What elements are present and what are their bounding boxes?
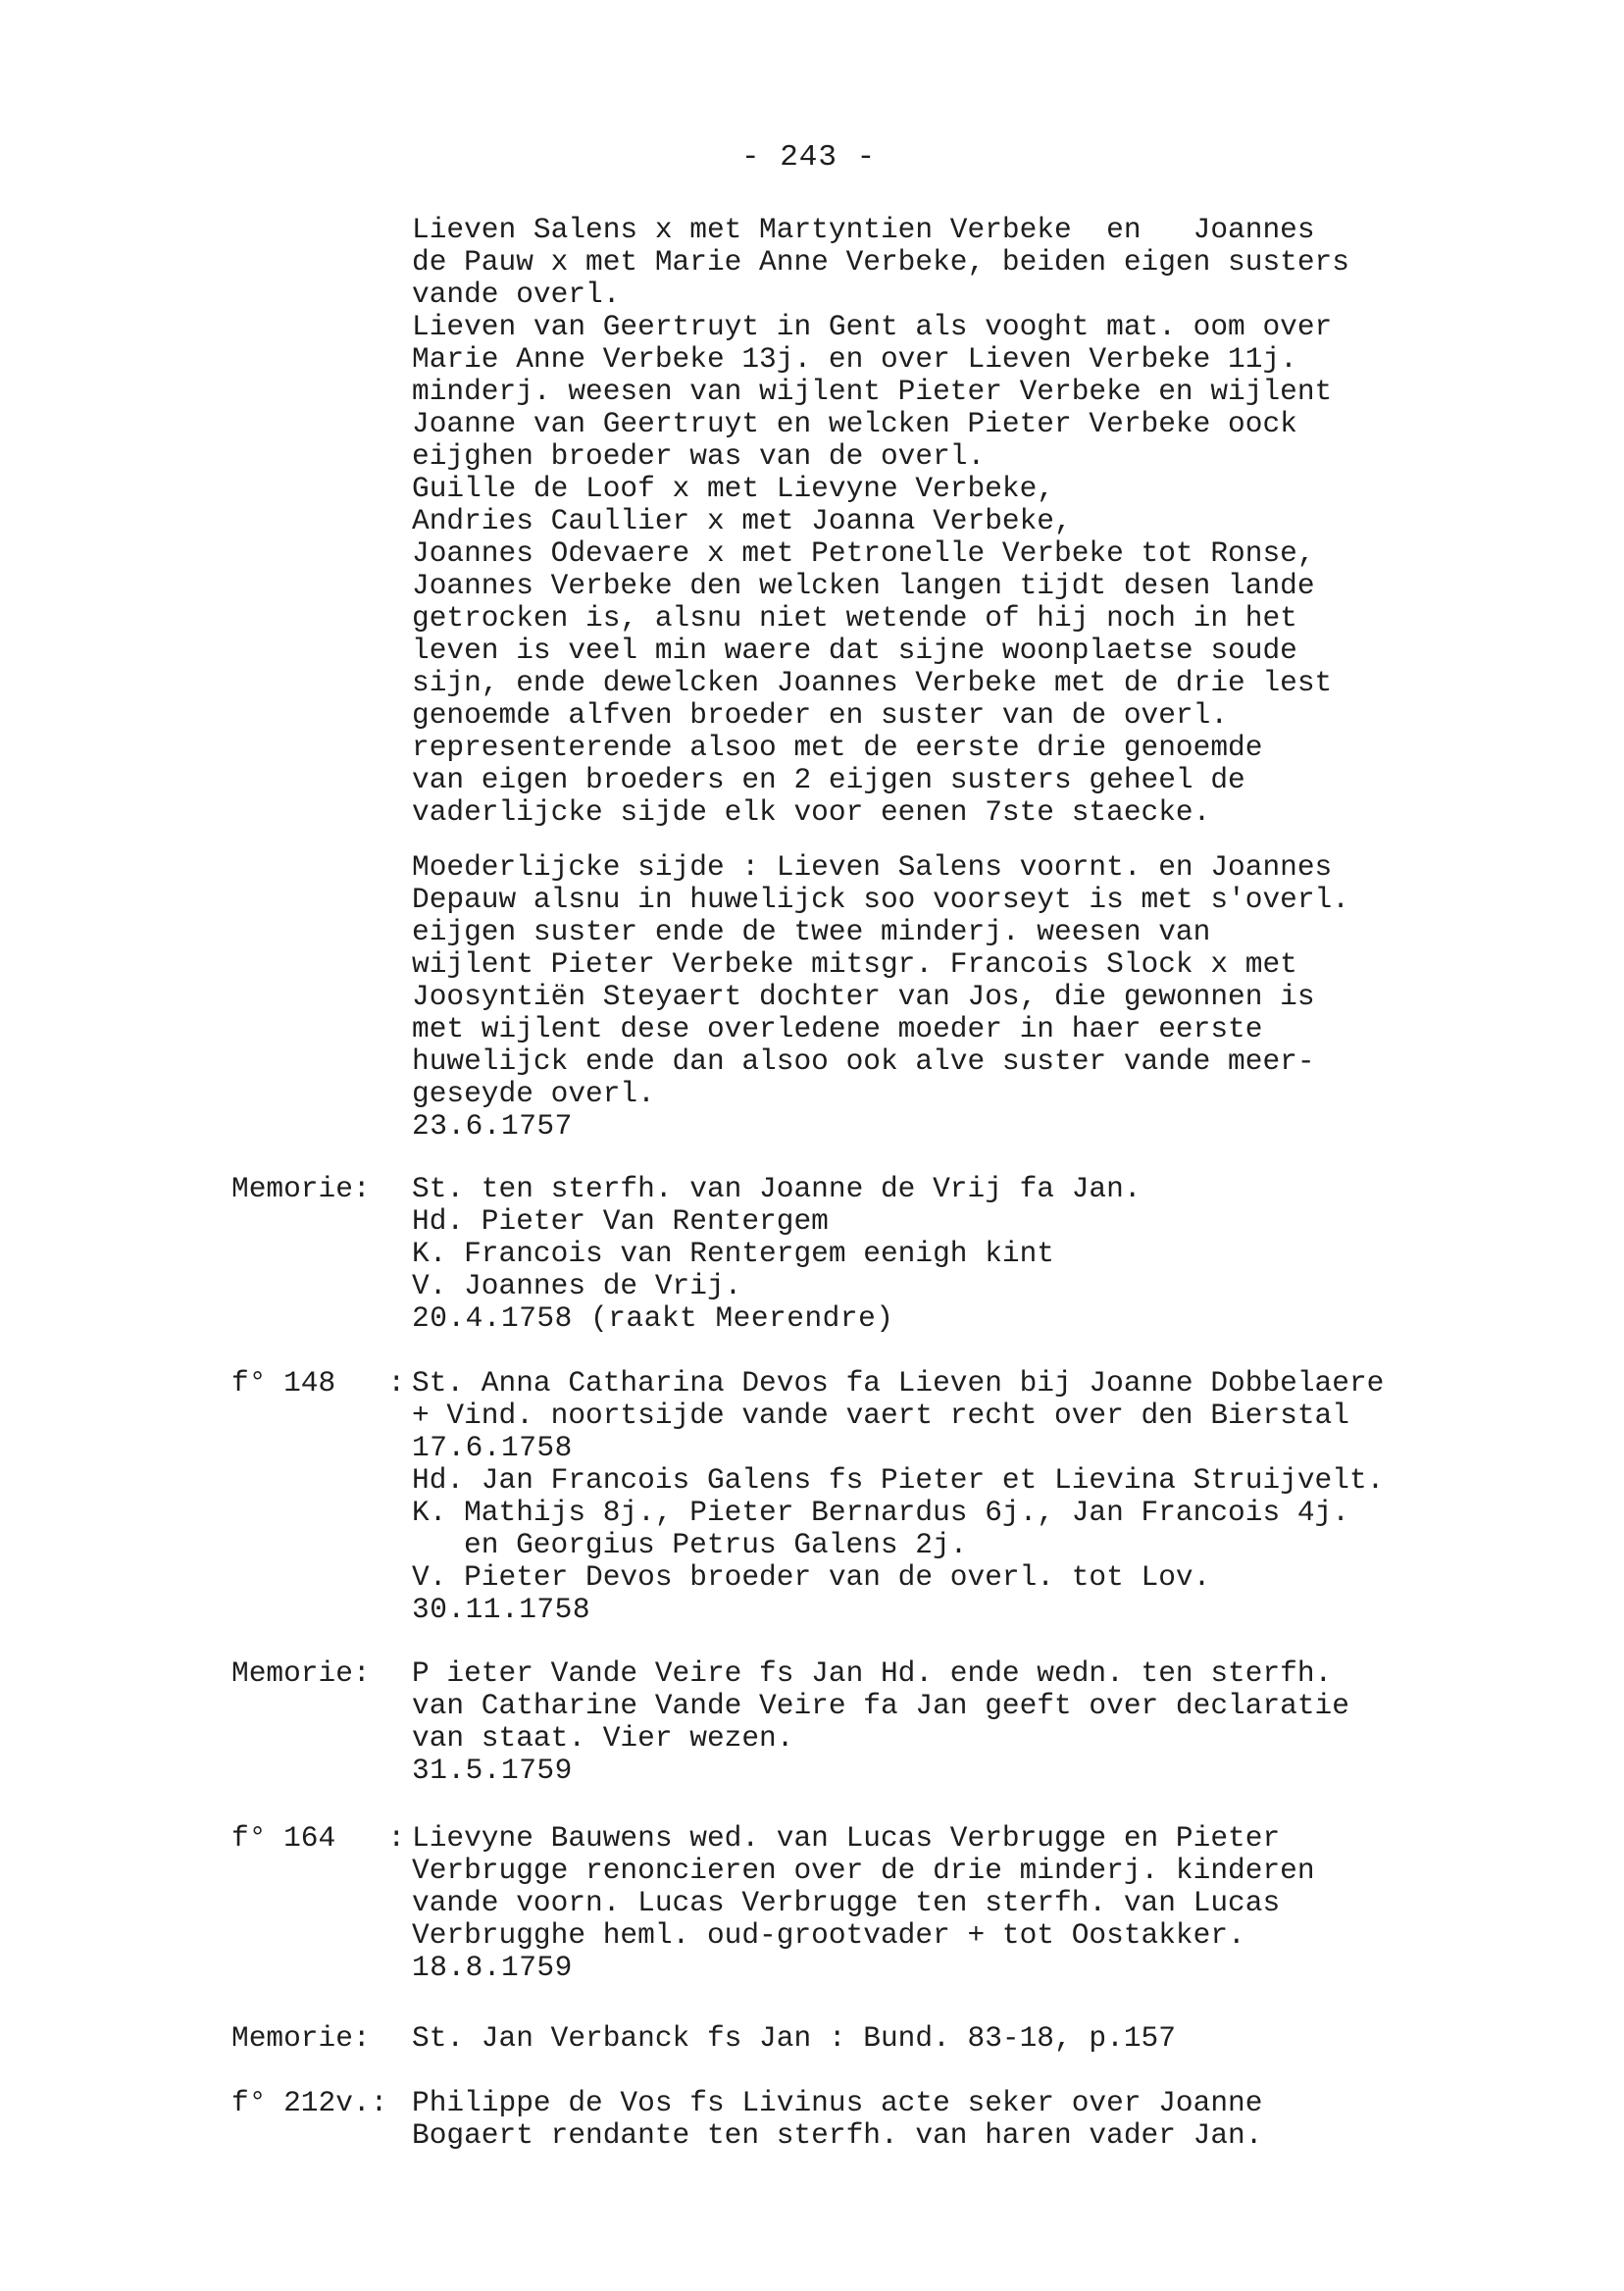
text-line: getrocken is, alsnu niet wetende of hij noch in het <box>412 601 1297 635</box>
text-line: K. Francois van Rentergem eenigh kint <box>412 1237 1055 1270</box>
entry-label: Memorie: <box>231 2021 371 2055</box>
text-line: P ieter Vande Veire fs Jan Hd. ende wedn. ten sterfh. <box>412 1656 1333 1690</box>
text-line: Philippe de Vos fs Livinus acte seker over Joanne <box>412 2086 1263 2119</box>
text-line: minderj. weesen van wijlent Pieter Verbeke en wijlent <box>412 375 1333 408</box>
text-line: Hd. Pieter Van Rentergem <box>412 1204 829 1238</box>
text-line: wijlent Pieter Verbeke mitsgr. Francois Slock x met <box>412 947 1297 981</box>
entry-date: 20.4.1758 (raakt Meerendre) <box>412 1301 894 1335</box>
text-line: Joanne van Geertruyt en welcken Pieter Verbeke oock <box>412 407 1297 440</box>
text-line: eijghen broeder was van de overl. <box>412 439 986 473</box>
text-line: vande overl. <box>412 278 621 311</box>
text-line: St. Jan Verbanck fs Jan : Bund. 83-18, p.157 <box>412 2021 1176 2055</box>
text-line: de Pauw x met Marie Anne Verbeke, beiden eigen susters <box>412 245 1349 279</box>
text-line: Joannes Odevaere x met Petronelle Verbeke tot Ronse, <box>412 536 1315 570</box>
text-line: eijgen suster ende de twee minderj. weesen van <box>412 915 1211 948</box>
text-line: Verbrugghe heml. oud-grootvader + tot Oostakker. <box>412 1918 1245 1952</box>
entry-lines <box>412 1657 1349 1787</box>
text-line: V. Pieter Devos broeder van de overl. tot Lov. <box>412 1560 1211 1594</box>
text-line: St. Anna Catharina Devos fa Lieven bij Joanne Dobbelaere <box>412 1366 1385 1400</box>
text-line: Bogaert rendante ten sterfh. van haren vader Jan. <box>412 2118 1263 2152</box>
text-line: genoemde alfven broeder en suster van de overl. <box>412 698 1229 732</box>
entry-label: f° 148 : <box>231 1366 406 1400</box>
text-line: Andries Caullier x met Joanna Verbeke, <box>412 504 1072 537</box>
entry-date: 30.11.1758 <box>412 1593 591 1626</box>
text-line: vande voorn. Lucas Verbrugge ten sterfh. van Lucas <box>412 1886 1281 1919</box>
entry-lines <box>412 1822 1315 1984</box>
entry-label: Memorie: <box>231 1656 371 1690</box>
text-line: Joosyntiën Steyaert dochter van Jos, die gewonnen is <box>412 980 1315 1013</box>
text-line: van eigen broeders en 2 eijgen susters geheel de <box>412 763 1245 796</box>
entry-date: 31.5.1759 <box>412 1754 573 1787</box>
text-line: Moederlijcke sijde : Lieven Salens voornt. en Joannes <box>412 850 1333 884</box>
entry-lines <box>412 2022 1176 2055</box>
text-line: Marie Anne Verbeke 13j. en over Lieven Verbeke 11j. <box>412 342 1297 376</box>
entry-date: 23.6.1757 <box>412 1109 573 1143</box>
entry-label: Memorie: <box>231 1172 371 1205</box>
page-number: - 243 - <box>741 140 877 175</box>
text-line: Hd. Jan Francois Galens fs Pieter et Lievina Struijvelt. <box>412 1463 1385 1497</box>
entry-label: f° 164 : <box>231 1821 406 1855</box>
entry-date: 17.6.1758 <box>412 1431 573 1464</box>
entry-lines <box>412 1367 1384 1626</box>
text-line: Verbrugge renoncieren over de drie minderj. kinderen <box>412 1854 1315 1887</box>
text-line: representerende alsoo met de eerste drie genoemde <box>412 731 1263 764</box>
text-line: Lieven Salens x met Martyntien Verbeke en Joannes <box>412 213 1315 246</box>
text-line: + Vind. noortsijde vande vaert recht over den Bierstal <box>412 1399 1349 1432</box>
text-line: Lieven van Geertruyt in Gent als vooght mat. oom over <box>412 310 1333 343</box>
heirs-lines <box>412 214 1349 829</box>
text-line: St. ten sterfh. van Joanne de Vrij fa Jan. <box>412 1172 1142 1205</box>
text-line: geseyde overl. <box>412 1077 655 1110</box>
entry-date: 18.8.1759 <box>412 1951 573 1984</box>
text-line: leven is veel min waere dat sijne woonplaetse soude <box>412 634 1297 667</box>
maternal-lines <box>412 851 1349 1143</box>
text-line: en Georgius Petrus Galens 2j. <box>464 1528 968 1561</box>
entry-label: f° 212v.: <box>231 2086 388 2119</box>
text-line: van Catharine Vande Veire fa Jan geeft over declaratie <box>412 1689 1349 1722</box>
text-line: Lievyne Bauwens wed. van Lucas Verbrugge en Pieter <box>412 1821 1281 1855</box>
text-line: van staat. Vier wezen. <box>412 1721 794 1755</box>
text-line: Joannes Verbeke den welcken langen tijdt desen lande <box>412 569 1315 602</box>
entry-lines <box>412 1173 1142 1335</box>
text-line: V. Joannes de Vrij. <box>412 1269 742 1302</box>
text-line: K. Mathijs 8j., Pieter Bernardus 6j., Jan Francois 4j. <box>412 1496 1349 1529</box>
text-line: Depauw alsnu in huwelijck soo voorseyt is met s'overl. <box>412 883 1349 916</box>
entry-lines <box>412 2087 1262 2152</box>
text-line: huwelijck ende dan alsoo ook alve suster vande meer- <box>412 1044 1315 1078</box>
text-line: Guille de Loof x met Lievyne Verbeke, <box>412 472 1055 505</box>
text-line: sijn, ende dewelcken Joannes Verbeke met de drie lest <box>412 666 1333 699</box>
text-line: met wijlent dese overledene moeder in haer eerste <box>412 1012 1263 1045</box>
text-line: vaderlijcke sijde elk voor eenen 7ste staecke. <box>412 795 1211 829</box>
